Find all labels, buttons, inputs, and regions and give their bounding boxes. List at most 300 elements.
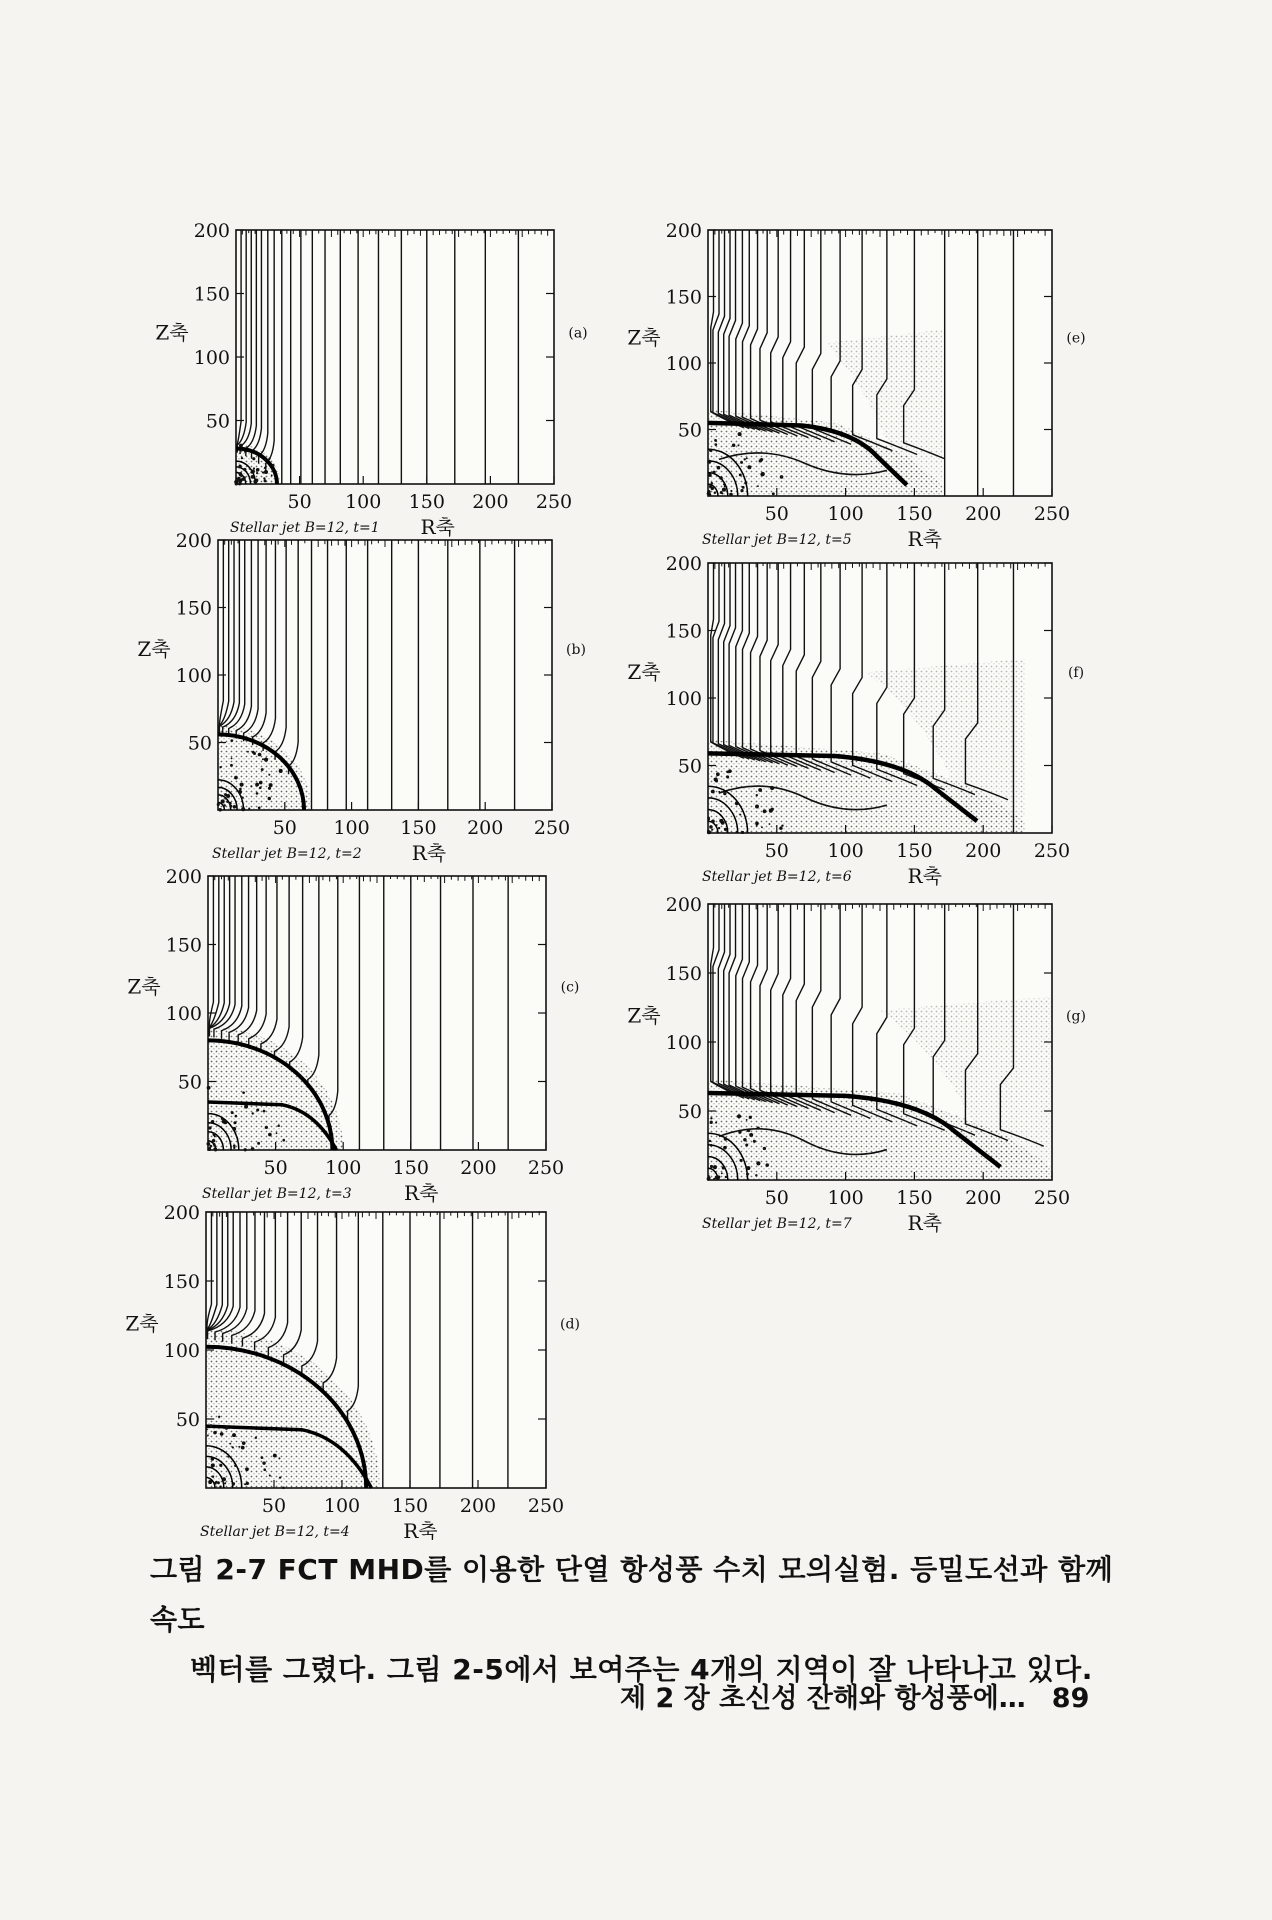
stipple-dot xyxy=(715,443,718,446)
stipple-dot xyxy=(229,802,232,805)
stipple-dot xyxy=(233,1144,236,1147)
stipple-dot xyxy=(257,1142,260,1145)
stipple-dot xyxy=(262,1461,265,1464)
stipple-dot xyxy=(749,1116,752,1119)
stipple-dot xyxy=(740,1159,743,1162)
stipple-dot xyxy=(717,1175,721,1179)
x-axis-label: R축 xyxy=(907,864,942,888)
stipple-dot xyxy=(213,1143,216,1146)
stipple-dot xyxy=(259,786,262,789)
stipple-dot xyxy=(709,1140,711,1142)
panel-c xyxy=(127,866,579,1205)
panel-a xyxy=(155,220,587,539)
stipple-dot xyxy=(709,1177,711,1179)
stipple-dot xyxy=(241,807,245,811)
panel-subtitle: Stellar jet B=12, t=6 xyxy=(702,869,852,885)
x-tick-label: 100 xyxy=(827,840,864,862)
stipple-dot xyxy=(235,482,238,485)
stipple-dot xyxy=(231,1111,234,1114)
panel-b xyxy=(137,530,586,865)
x-tick-label: 250 xyxy=(1033,840,1071,862)
y-tick-label: 50 xyxy=(175,1409,200,1431)
stipple-dot xyxy=(726,775,729,778)
x-axis-label: R축 xyxy=(411,841,447,865)
stipple-dot xyxy=(268,774,270,776)
y-tick-label: 200 xyxy=(665,894,702,916)
x-tick-label: 200 xyxy=(965,840,1002,862)
stipple-dot xyxy=(740,461,743,464)
stipple-dot xyxy=(244,1105,248,1109)
stipple-dot xyxy=(757,1126,760,1129)
stipple-dot xyxy=(714,777,718,781)
x-tick-label: 100 xyxy=(827,503,864,525)
y-tick-label: 200 xyxy=(163,1202,200,1224)
stipple-dot xyxy=(252,1112,254,1114)
stipple-dot xyxy=(769,809,773,813)
y-tick-label: 150 xyxy=(665,620,702,643)
stipple-dot xyxy=(232,1433,236,1437)
x-tick-label: 200 xyxy=(459,1495,497,1517)
stipple-dot xyxy=(744,481,747,484)
panel-subtitle: Stellar jet B=12, t=7 xyxy=(702,1216,852,1232)
chapter-title: 제 2 장 초신성 잔해와 항성풍에… xyxy=(620,1683,1026,1714)
x-tick-label: 100 xyxy=(827,1187,864,1209)
figure-caption xyxy=(150,1545,1140,1695)
y-tick-label: 150 xyxy=(193,283,230,306)
x-tick-label: 200 xyxy=(472,491,509,513)
stipple-dot xyxy=(244,1148,247,1151)
x-tick-label: 50 xyxy=(764,1187,789,1209)
stipple-dot xyxy=(249,468,251,470)
stipple-dot xyxy=(212,1475,215,1478)
y-tick-label: 100 xyxy=(165,1003,202,1025)
stipple-dot xyxy=(247,751,249,753)
stipple-dot xyxy=(757,485,759,487)
stipple-dot xyxy=(756,825,758,827)
stipple-dot xyxy=(277,1125,280,1128)
stipple-dot xyxy=(268,797,271,800)
stipple-dot xyxy=(272,469,274,471)
y-tick-label: 150 xyxy=(665,286,702,309)
stipple-dot xyxy=(219,1485,221,1487)
stipple-dot xyxy=(763,809,767,813)
y-tick-label: 200 xyxy=(665,553,702,575)
stipple-dot xyxy=(738,1131,741,1134)
stipple-dot xyxy=(756,1161,760,1165)
stipple-dot xyxy=(708,473,712,477)
x-tick-label: 250 xyxy=(527,1157,565,1179)
y-tick-label: 150 xyxy=(175,597,212,620)
stipple-dot xyxy=(252,751,255,754)
stipple-dot xyxy=(747,1178,749,1180)
stipple-dot xyxy=(238,482,241,485)
y-tick-label: 100 xyxy=(175,665,212,687)
stipple-dot xyxy=(741,831,744,834)
stipple-dot xyxy=(737,1114,741,1118)
stipple-dot xyxy=(710,1117,712,1119)
stipple-dot xyxy=(239,444,243,448)
stipple-dot xyxy=(723,483,725,485)
stipple-dot xyxy=(722,1166,725,1169)
stipple-dot xyxy=(710,1165,713,1168)
stipple-dot xyxy=(713,1165,717,1169)
stipple-dot xyxy=(779,827,782,830)
panel-letter: (f) xyxy=(1067,665,1085,681)
stipple-dot xyxy=(739,473,742,476)
stipple-dot xyxy=(212,1139,215,1142)
stipple-dot xyxy=(271,474,273,476)
stipple-dot xyxy=(269,783,273,787)
stipple-dot xyxy=(251,1147,255,1151)
stipple-dot xyxy=(707,831,709,833)
stipple-dot xyxy=(755,822,759,826)
x-tick-label: 150 xyxy=(392,1157,429,1179)
stipple-dot xyxy=(241,457,243,459)
stipple-dot xyxy=(230,739,233,742)
stipple-dot xyxy=(781,824,783,826)
stipple-dot xyxy=(263,1468,266,1471)
stipple-dot xyxy=(268,787,271,790)
stipple-dot xyxy=(753,1140,756,1143)
stipple-dot xyxy=(219,766,221,768)
stipple-dot xyxy=(747,1129,750,1132)
stipple-dot xyxy=(279,1476,281,1478)
y-tick-label: 100 xyxy=(665,1032,702,1054)
stipple-dot xyxy=(743,1138,746,1141)
page-footer xyxy=(620,1676,1089,1715)
stipple-dot xyxy=(209,1145,212,1148)
stipple-dot xyxy=(264,470,268,474)
stipple-dot xyxy=(239,788,242,791)
x-tick-label: 150 xyxy=(391,1495,429,1517)
stipple-dot xyxy=(710,1121,713,1124)
stipple-dot xyxy=(208,1126,211,1129)
stipple-dot xyxy=(738,432,742,436)
stipple-dot xyxy=(217,803,220,806)
stipple-dot xyxy=(724,1137,727,1140)
x-axis-label: R축 xyxy=(403,1519,438,1540)
stipple-dot xyxy=(709,825,713,829)
stipple-dot xyxy=(262,471,264,473)
y-tick-label: 200 xyxy=(665,220,702,242)
stipple-dot xyxy=(719,819,723,823)
panel-d xyxy=(125,1202,580,1540)
stipple-dot xyxy=(746,457,748,459)
x-axis-label: R축 xyxy=(420,515,455,539)
stipple-dot xyxy=(258,753,262,757)
x-tick-label: 100 xyxy=(333,817,370,839)
stipple-dot xyxy=(220,1432,224,1436)
stipple-dot xyxy=(213,1431,217,1435)
stipple-dot xyxy=(749,1133,753,1137)
y-axis-label: Z축 xyxy=(127,974,161,999)
panel-letter: (d) xyxy=(560,1316,580,1333)
stipple-dot xyxy=(235,1115,238,1118)
stipple-dot xyxy=(242,477,245,480)
stipple-dot xyxy=(236,1136,238,1138)
panel-letter: (c) xyxy=(560,979,580,996)
stipple-dot xyxy=(263,477,265,479)
stipple-dot xyxy=(730,490,732,492)
y-axis-label: Z축 xyxy=(627,1003,661,1028)
stipple-dot xyxy=(718,827,720,829)
x-tick-label: 250 xyxy=(533,817,571,839)
stipple-dot xyxy=(211,1457,215,1461)
stipple-dot xyxy=(278,1457,280,1459)
stipple-dot xyxy=(233,805,237,809)
x-tick-label: 100 xyxy=(325,1157,362,1179)
stipple-dot xyxy=(259,781,263,785)
panel-subtitle: Stellar jet B=12, t=2 xyxy=(212,846,362,862)
stipple-dot xyxy=(208,1480,212,1484)
stipple-dot xyxy=(238,1446,240,1448)
stipple-dot xyxy=(736,831,738,833)
y-axis-label: Z축 xyxy=(627,660,661,684)
stipple-dot xyxy=(279,769,283,773)
stipple-dot xyxy=(207,1086,211,1090)
stipple-dot xyxy=(755,1174,757,1176)
stipple-dot xyxy=(728,769,732,773)
x-tick-label: 200 xyxy=(460,1157,497,1179)
stipple-dot xyxy=(226,801,228,803)
caption-line-1: 그림 2-7 FCT MHD를 이용한 단열 항성풍 수치 모의실험. 등밀도선과 함께 속도 xyxy=(150,1553,1114,1636)
stipple-dot xyxy=(222,1120,226,1124)
panel-f xyxy=(627,553,1084,888)
stipple-dot xyxy=(224,804,226,806)
stipple-dot xyxy=(772,492,775,495)
y-tick-label: 150 xyxy=(163,1271,200,1293)
stipple-dot xyxy=(256,792,259,795)
y-tick-label: 50 xyxy=(187,732,212,755)
x-tick-label: 250 xyxy=(1033,503,1071,525)
stipple-dot xyxy=(238,790,242,794)
stipple-dot xyxy=(211,1463,215,1467)
stipple-dot xyxy=(264,459,266,461)
stipple-dot xyxy=(716,824,718,826)
stipple-dot xyxy=(709,449,712,452)
stipple-dot xyxy=(214,1135,216,1137)
stipple-dot xyxy=(224,797,226,799)
y-tick-label: 100 xyxy=(193,347,230,369)
x-tick-label: 200 xyxy=(965,503,1002,525)
stipple-dot xyxy=(760,472,764,476)
stipple-dot xyxy=(724,828,727,831)
stipple-dot xyxy=(264,466,267,469)
stipple-dot xyxy=(723,792,726,795)
stipple-dot xyxy=(755,805,759,809)
stipple-dot xyxy=(235,480,237,482)
y-tick-label: 50 xyxy=(205,410,230,433)
stipple-dot xyxy=(227,1456,229,1458)
stipple-dot xyxy=(245,1467,249,1471)
stipple-dot xyxy=(758,788,762,792)
y-tick-label: 100 xyxy=(665,688,702,710)
x-tick-label: 150 xyxy=(408,491,445,513)
y-tick-label: 100 xyxy=(665,353,702,375)
stipple-dot xyxy=(230,764,233,767)
stipple-dot xyxy=(721,1172,723,1174)
x-axis-label: R축 xyxy=(404,1181,439,1205)
y-tick-label: 100 xyxy=(163,1340,200,1362)
stipple-dot xyxy=(718,791,720,793)
stipple-dot xyxy=(735,801,739,805)
x-tick-label: 250 xyxy=(527,1495,565,1517)
y-tick-label: 50 xyxy=(177,1071,202,1094)
y-axis-label: Z축 xyxy=(155,320,189,345)
stipple-dot xyxy=(770,786,774,790)
stipple-dot xyxy=(711,487,714,490)
stipple-dot xyxy=(711,790,715,794)
stipple-dot xyxy=(224,1482,226,1484)
stipple-dot xyxy=(723,1146,727,1150)
stipple-dot xyxy=(212,1133,215,1136)
y-tick-label: 50 xyxy=(677,1101,702,1123)
panel-subtitle: Stellar jet B=12, t=5 xyxy=(702,532,852,548)
y-tick-label: 150 xyxy=(165,934,202,957)
x-tick-label: 100 xyxy=(323,1495,361,1517)
stipple-dot xyxy=(219,1464,222,1467)
stipple-dot xyxy=(273,1454,277,1458)
stipple-dot xyxy=(255,478,259,482)
stipple-dot xyxy=(714,439,717,442)
stipple-dot xyxy=(711,482,714,485)
y-tick-label: 50 xyxy=(677,419,702,442)
stipple-dot xyxy=(268,1133,272,1137)
stipple-dot xyxy=(213,1148,215,1150)
stipple-dot xyxy=(720,810,722,812)
x-tick-label: 100 xyxy=(345,491,382,513)
x-axis-label: R축 xyxy=(907,1211,942,1235)
stipple-dot xyxy=(711,820,715,824)
stipple-dot xyxy=(244,1483,246,1485)
panel-letter: (a) xyxy=(568,325,588,342)
stipple-dot xyxy=(746,1173,749,1176)
panel-letter: (g) xyxy=(1066,1008,1086,1025)
stipple-dot xyxy=(242,796,244,798)
stipple-dot xyxy=(255,1437,257,1439)
stipple-dot xyxy=(237,477,240,480)
stipple-dot xyxy=(208,1147,211,1150)
stipple-dot xyxy=(217,1481,220,1484)
stipple-dot xyxy=(231,757,233,759)
stipple-dot xyxy=(229,805,232,808)
stipple-dot xyxy=(714,491,716,493)
stipple-dot xyxy=(232,1446,234,1448)
panel-subtitle: Stellar jet B=12, t=1 xyxy=(230,520,380,536)
y-tick-label: 200 xyxy=(175,530,212,552)
stipple-dot xyxy=(256,472,258,474)
stipple-dot xyxy=(721,493,723,495)
stipple-dot xyxy=(707,460,711,464)
y-axis-label: Z축 xyxy=(125,1311,159,1336)
stipple-dot xyxy=(769,823,771,825)
stipple-dot xyxy=(715,1122,717,1124)
stipple-dot xyxy=(240,783,244,787)
stipple-dot xyxy=(729,493,733,497)
stipple-dot xyxy=(261,1456,264,1459)
stipple-dot xyxy=(243,468,246,471)
stipple-dot xyxy=(719,476,723,480)
stipple-dot xyxy=(258,807,261,810)
stipple-dot xyxy=(716,772,720,776)
stipple-dot xyxy=(763,1147,766,1150)
stipple-dot xyxy=(780,475,784,479)
stipple-dot xyxy=(238,472,242,476)
stipple-dot xyxy=(272,464,275,467)
caption-line-2: 벡터를 그렸다. 그림 2-5에서 보여주는 4개의 지역이 잘 나타나고 있다. xyxy=(190,1653,1093,1686)
stipple-dot xyxy=(740,489,743,492)
stipple-dot xyxy=(242,1441,246,1445)
panel-subtitle: Stellar jet B=12, t=3 xyxy=(202,1186,352,1202)
panel-e xyxy=(627,220,1085,551)
stipple-dot xyxy=(255,783,259,787)
stipple-dot xyxy=(232,1482,235,1485)
stipple-dot xyxy=(207,1142,211,1146)
panel-g xyxy=(627,894,1086,1235)
x-tick-label: 150 xyxy=(896,840,933,862)
panel-subtitle: Stellar jet B=12, t=4 xyxy=(200,1524,350,1540)
stipple-dot xyxy=(232,1127,236,1131)
stipple-dot xyxy=(238,465,241,468)
stipple-dot xyxy=(233,1121,236,1124)
stipple-dot xyxy=(211,1120,214,1123)
page-number: 89 xyxy=(1051,1683,1090,1714)
stipple-dot xyxy=(268,457,270,459)
stipple-dot xyxy=(746,1119,748,1121)
stipple-dot xyxy=(248,808,250,810)
stipple-dot xyxy=(221,799,225,803)
stipple-dot xyxy=(717,466,721,470)
x-tick-label: 150 xyxy=(400,817,437,839)
y-tick-label: 200 xyxy=(193,220,230,242)
stipple-dot xyxy=(707,817,710,820)
panel-letter: (e) xyxy=(1066,330,1086,347)
x-tick-label: 50 xyxy=(287,491,312,513)
stipple-dot xyxy=(226,794,230,798)
stipple-dot xyxy=(276,1132,278,1134)
stipple-dot xyxy=(722,488,726,492)
stipple-dot xyxy=(712,471,715,474)
x-tick-label: 200 xyxy=(467,817,504,839)
stipple-dot xyxy=(256,1109,259,1112)
x-tick-label: 250 xyxy=(535,491,573,513)
x-tick-label: 50 xyxy=(263,1157,288,1179)
stipple-dot xyxy=(250,785,252,787)
x-tick-label: 50 xyxy=(764,503,789,525)
stipple-dot xyxy=(760,458,763,461)
y-tick-label: 50 xyxy=(677,755,702,778)
x-tick-label: 150 xyxy=(896,503,933,525)
x-tick-label: 50 xyxy=(261,1495,287,1517)
stipple-dot xyxy=(234,776,238,780)
stipple-dot xyxy=(242,1091,245,1094)
x-tick-label: 50 xyxy=(272,817,297,839)
panel-letter: (b) xyxy=(566,642,586,658)
stipple-dot xyxy=(210,1424,213,1427)
stipple-dot xyxy=(707,490,710,493)
stipple-dot xyxy=(711,829,713,831)
stipple-dot xyxy=(234,1464,237,1467)
stipple-dot xyxy=(244,451,246,453)
x-axis-label: R축 xyxy=(907,527,942,551)
stipple-dot xyxy=(738,444,740,446)
stipple-dot xyxy=(724,485,726,487)
stipple-dot xyxy=(725,1176,727,1178)
stipple-dot xyxy=(765,1163,769,1167)
stipple-dot xyxy=(256,468,260,472)
stipple-dot xyxy=(251,475,255,479)
stipple-dot xyxy=(756,794,758,796)
